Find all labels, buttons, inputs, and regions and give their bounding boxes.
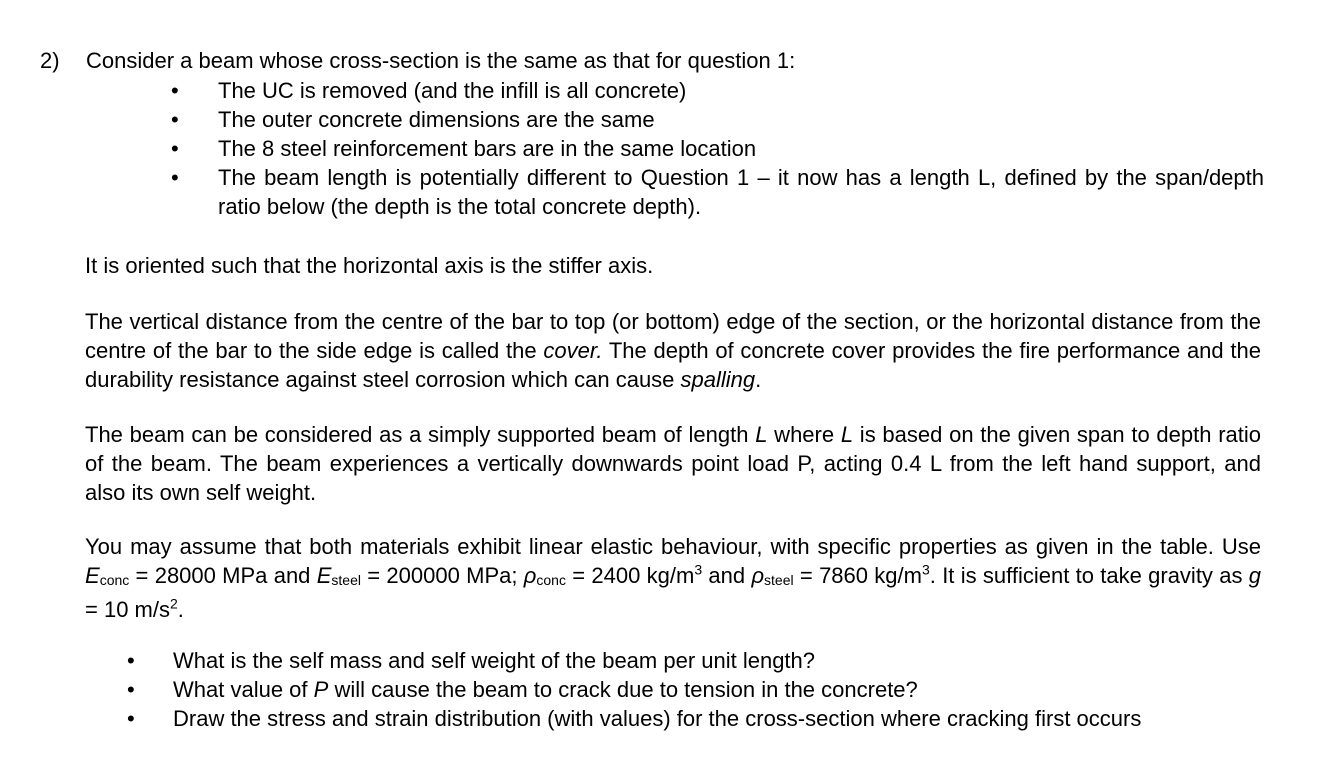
paragraph-text: = 2400 kg/m [565, 563, 695, 588]
cover-paragraph [85, 307, 1261, 394]
paragraph-text: . It is sufficient to take gravity as [929, 563, 1249, 588]
paragraph-text: = 10 m/s [85, 597, 170, 622]
list-item [120, 675, 1270, 704]
conc-subscript: conc [99, 572, 130, 588]
gravity-symbol: g [1248, 563, 1262, 588]
list-item [120, 646, 1270, 675]
question-heading [40, 46, 795, 75]
conc-subscript: conc [536, 572, 566, 588]
list-item [164, 134, 1264, 163]
cover-term: cover. [543, 338, 603, 363]
paragraph-text: The depth of concrete cover provides the fire performance and the durability resistance against steel corrosion which can cause [85, 338, 1261, 392]
steel-subscript: steel [331, 572, 361, 588]
modulus-symbol: E [85, 563, 100, 588]
cube-superscript: 3 [694, 561, 703, 578]
paragraph-text: is based on the given span to depth ratio of the beam. The beam experiences a vertically downwards point load P, acting 0.4 L from the left hand support, and also its own self weight. [85, 422, 1261, 505]
density-symbol: ρ [751, 563, 765, 588]
paragraph-text: The vertical distance from the centre of the bar to top (or bottom) edge of the section, or the horizontal distance from the centre of the bar to the side edge is called the [85, 309, 1261, 363]
list-item-text: The beam length is potentially different to Question 1 – it now has a length L, defined by the span/depth ratio below (the depth is the total concrete depth). [218, 165, 1264, 219]
paragraph-text: You may assume that both materials exhibit linear elastic behaviour, with specific properties as given in the table. Use [85, 534, 1261, 559]
bullet-icon: • [127, 706, 135, 731]
tasks-list [120, 646, 1270, 733]
list-item [164, 163, 1264, 221]
punctuation: . [177, 597, 184, 622]
orientation-paragraph [85, 251, 1261, 280]
paragraph-text: It is oriented such that the horizontal axis is the stiffer axis. [85, 253, 654, 278]
list-item-text: What value of [173, 677, 314, 702]
bullet-icon: • [171, 107, 179, 132]
steel-subscript: steel [764, 572, 794, 588]
list-item-text: The outer concrete dimensions are the same [218, 107, 655, 132]
list-item-text: The UC is removed (and the infill is all concrete) [218, 78, 687, 103]
bullet-icon: • [171, 78, 179, 103]
square-superscript: 2 [169, 595, 178, 612]
list-item-text: will cause the beam to crack due to tension in the concrete? [328, 677, 918, 702]
list-item [164, 76, 1264, 105]
bullet-icon: • [171, 165, 179, 190]
bullet-icon: • [127, 648, 135, 673]
punctuation: . [755, 367, 762, 392]
paragraph-text: = 7860 kg/m [793, 563, 922, 588]
modulus-symbol: E [316, 563, 332, 588]
list-item-text: What is the self mass and self weight of the beam per unit length? [173, 648, 816, 673]
materials-paragraph [85, 532, 1261, 624]
load-symbol: P [313, 677, 329, 702]
question-number: 2) [40, 48, 60, 73]
paragraph-text: where [767, 422, 841, 447]
bullet-icon: • [127, 677, 135, 702]
length-symbol: L [755, 422, 768, 447]
list-item [164, 105, 1264, 134]
density-symbol: ρ [523, 563, 537, 588]
beam-paragraph [85, 420, 1261, 507]
list-item-text: The 8 steel reinforcement bars are in the same location [218, 136, 757, 161]
question-intro: Consider a beam whose cross-section is the same as that for question 1: [86, 48, 796, 73]
cube-superscript: 3 [921, 561, 930, 578]
list-item [120, 704, 1270, 733]
length-symbol: L [840, 422, 854, 447]
bullet-icon: • [171, 136, 179, 161]
conditions-list [164, 76, 1264, 221]
paragraph-text: The beam can be considered as a simply supported beam of length [85, 422, 756, 447]
list-item-text: Draw the stress and strain distribution (with values) for the cross-section where cracking first occurs [173, 706, 1142, 731]
paragraph-text: and [702, 563, 752, 588]
paragraph-text: = 28000 MPa and [129, 563, 317, 588]
spalling-term: spalling [680, 367, 756, 392]
paragraph-text: = 200000 MPa; [360, 563, 524, 588]
